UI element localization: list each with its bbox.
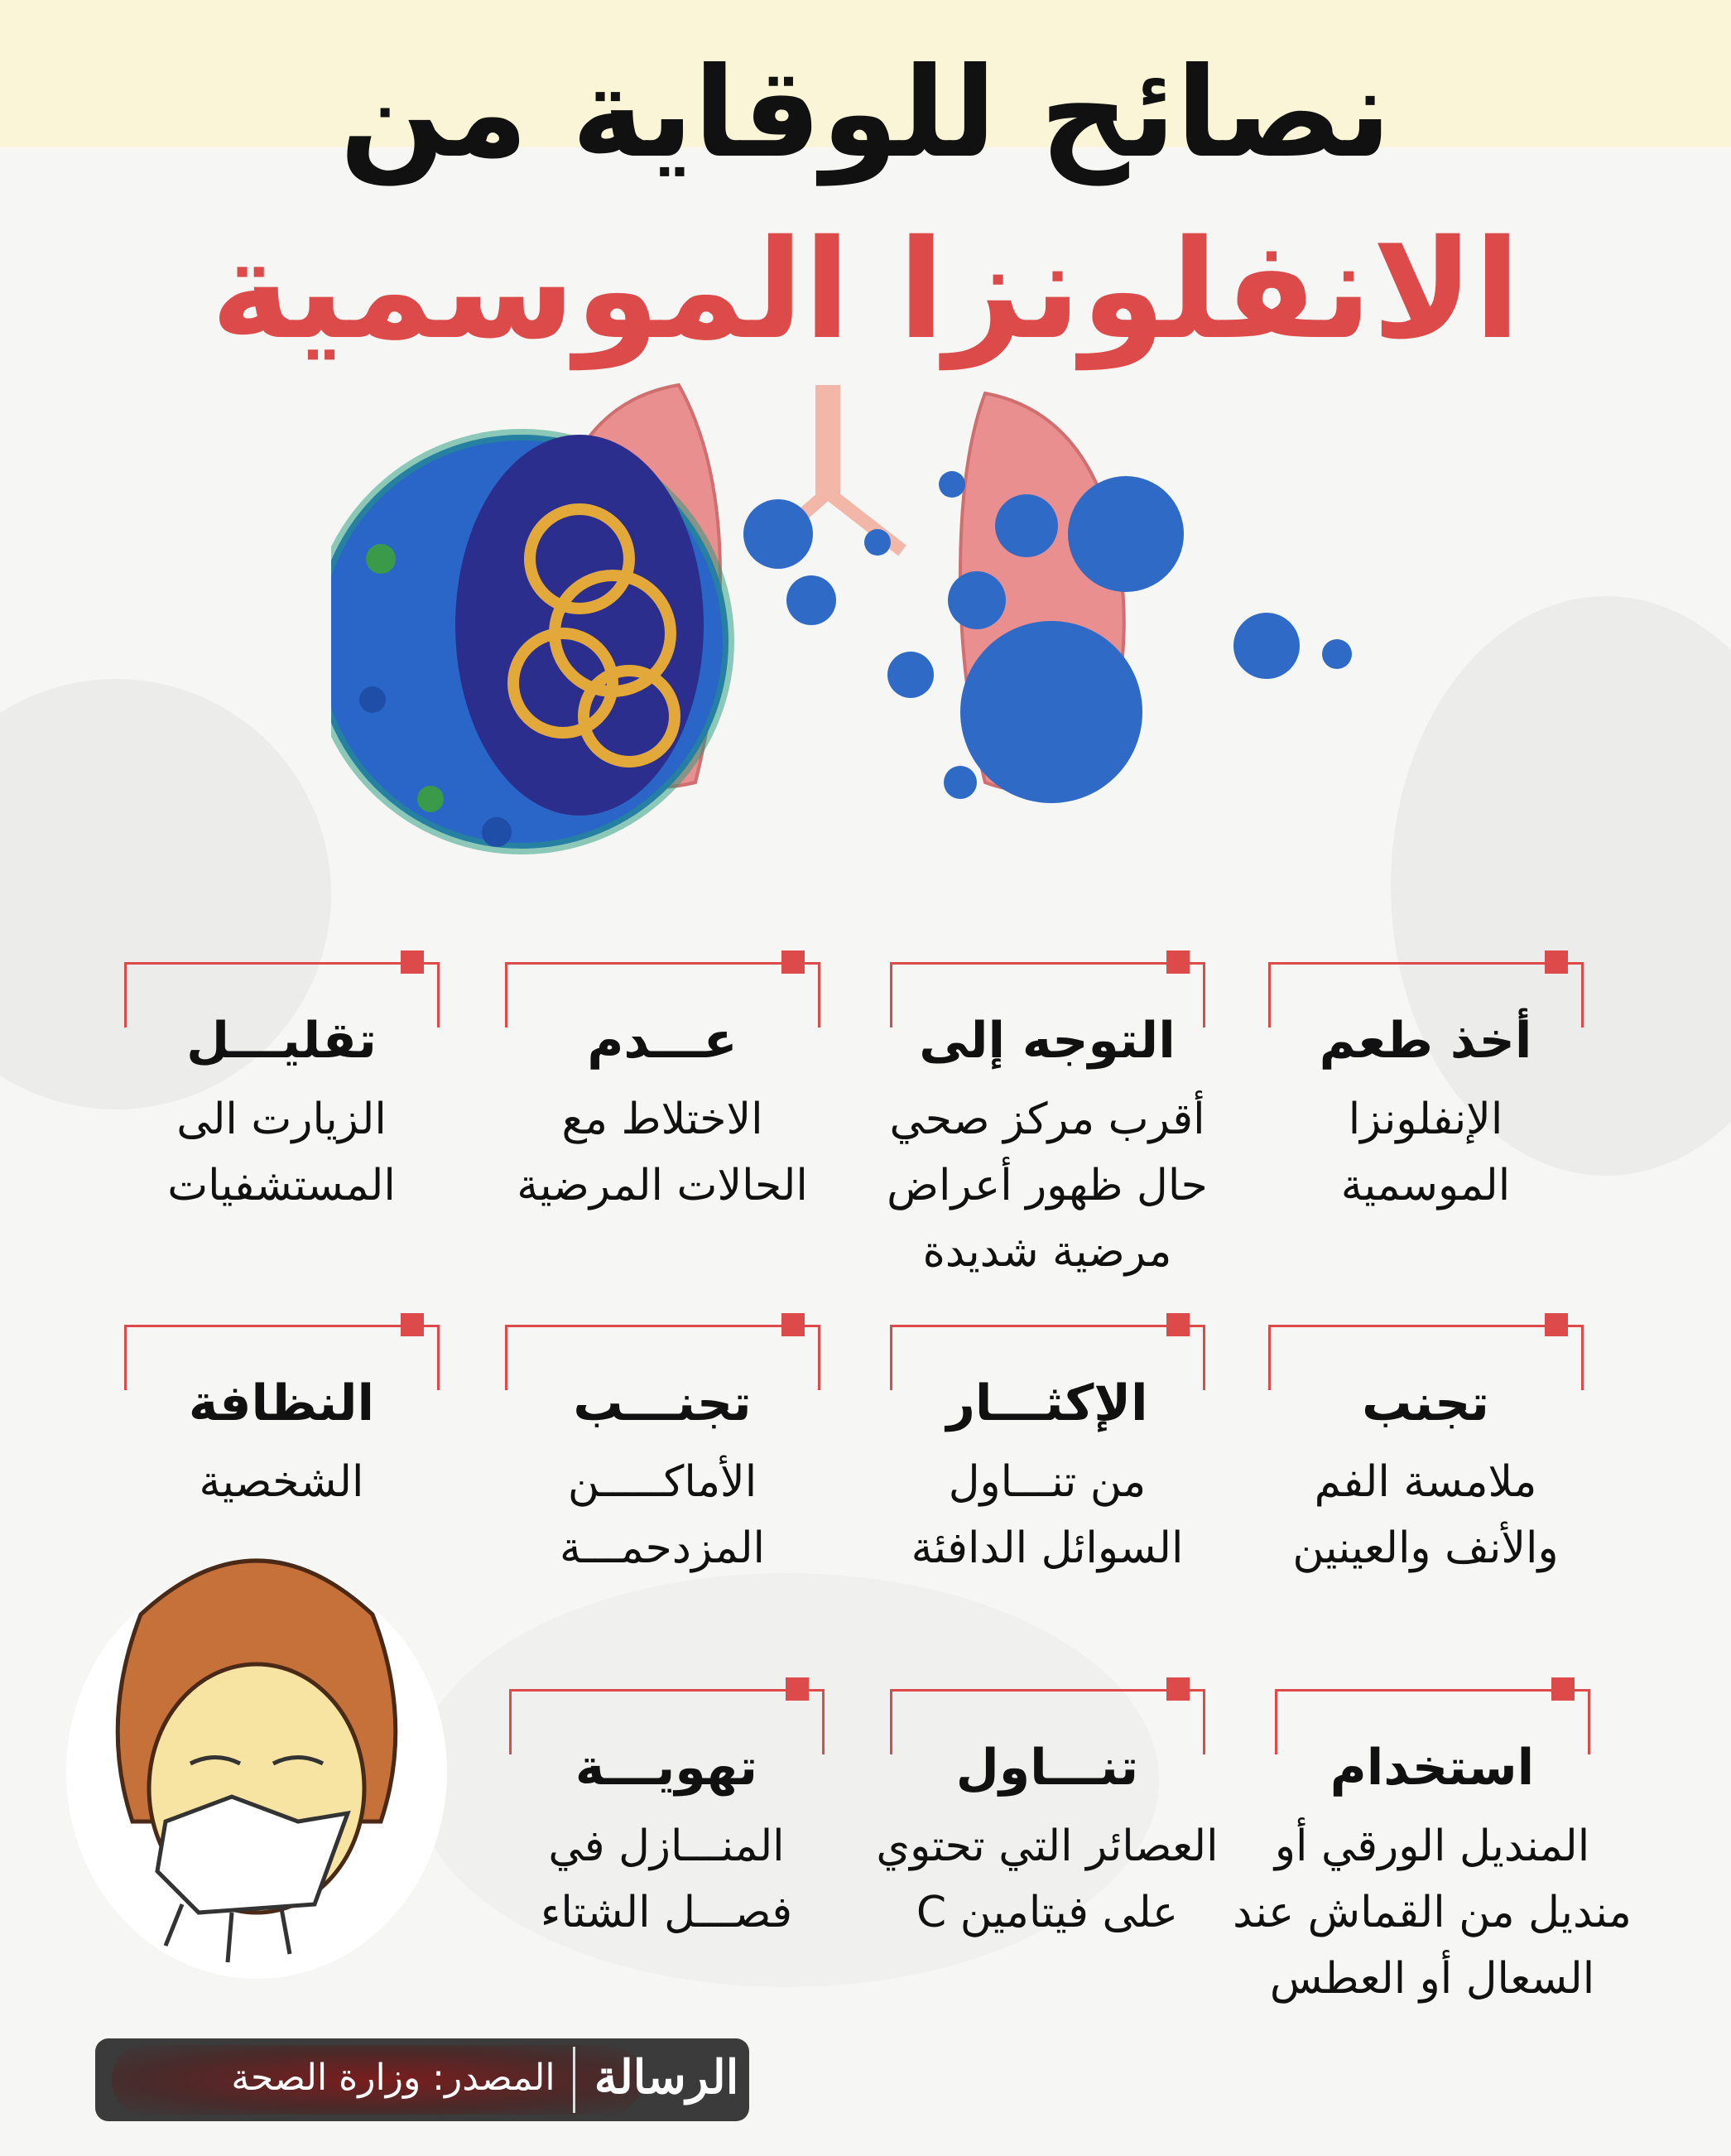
virus-icon bbox=[331, 435, 728, 849]
virus-lungs-illustration bbox=[331, 368, 1407, 907]
tip-marker bbox=[1545, 950, 1568, 974]
source-footer bbox=[95, 2038, 749, 2121]
tip-body: الزيارت الى المستشفيات bbox=[167, 1095, 396, 1210]
tip-card bbox=[1233, 1689, 1632, 2004]
tip-heading: استخدام bbox=[1330, 1739, 1535, 1797]
tip-heading: تجنب bbox=[1362, 1374, 1489, 1432]
tip-body: العصائر التي تحتوي على فيتامين C bbox=[876, 1822, 1219, 1937]
tip-heading: النظافة bbox=[188, 1374, 375, 1432]
tip-heading: تجنـــب bbox=[573, 1374, 752, 1432]
tip-card bbox=[505, 1325, 820, 1573]
source-text: المصدر: وزارة الصحة bbox=[231, 2057, 555, 2099]
tip-card bbox=[890, 1325, 1204, 1573]
tip-body: المنـــازل في فصـــل الشتاء bbox=[540, 1822, 793, 1937]
tip-marker bbox=[401, 1313, 424, 1336]
tip-heading: تهويـــة bbox=[575, 1739, 758, 1797]
tip-card bbox=[124, 962, 439, 1210]
tip-card bbox=[505, 962, 820, 1210]
virus-particles bbox=[743, 471, 1352, 803]
tip-body: ملامسة الفم والأنف والعينين bbox=[1292, 1457, 1559, 1573]
divider bbox=[573, 2047, 575, 2113]
tip-card bbox=[1268, 962, 1583, 1210]
tip-marker bbox=[781, 1313, 805, 1336]
page-title-line2: الانفلونزا الموسمية bbox=[210, 210, 1521, 369]
tip-body: الأماكـــــن المزدحمـــة bbox=[560, 1457, 765, 1573]
tip-heading: الإكثـــار bbox=[946, 1374, 1148, 1432]
tip-card bbox=[124, 1325, 439, 1507]
tip-heading: تقليـــل bbox=[186, 1012, 377, 1070]
tip-marker bbox=[786, 1677, 809, 1701]
tip-marker bbox=[1166, 1313, 1190, 1336]
tip-body: من تنـــاول السوائل الدافئة bbox=[911, 1457, 1184, 1573]
brand-logo: الرسالة bbox=[594, 2050, 739, 2105]
tip-marker bbox=[1551, 1677, 1575, 1701]
tip-body: الاختلاط مع الحالات المرضية bbox=[517, 1095, 808, 1210]
tip-body: الإنفلونزا الموسمية bbox=[1340, 1095, 1511, 1210]
tip-marker bbox=[1545, 1313, 1568, 1336]
tip-marker bbox=[781, 950, 805, 974]
tip-card bbox=[1268, 1325, 1583, 1573]
tip-heading: التوجه إلى bbox=[919, 1012, 1176, 1070]
sneezing-child-icon bbox=[66, 1515, 464, 1979]
tip-heading: تنـــاول bbox=[955, 1739, 1139, 1797]
tip-body: المنديل الورقي أو منديل من القماش عند السعال أو العطس bbox=[1233, 1822, 1632, 2004]
tip-card bbox=[509, 1689, 824, 1937]
tip-marker bbox=[1166, 1677, 1190, 1701]
tip-card bbox=[876, 1689, 1219, 1937]
tip-body: أقرب مركز صحي حال ظهور أعراض مرضية شديدة bbox=[887, 1095, 1208, 1277]
tip-card bbox=[887, 962, 1208, 1277]
tip-body: الشخصية bbox=[199, 1457, 364, 1507]
tip-marker bbox=[1166, 950, 1190, 974]
tip-heading: عـــدم bbox=[587, 1012, 738, 1070]
tip-marker bbox=[401, 950, 424, 974]
page-title-line1: نصائح للوقاية من bbox=[339, 41, 1392, 185]
tip-heading: أخذ طعم bbox=[1319, 1012, 1532, 1070]
